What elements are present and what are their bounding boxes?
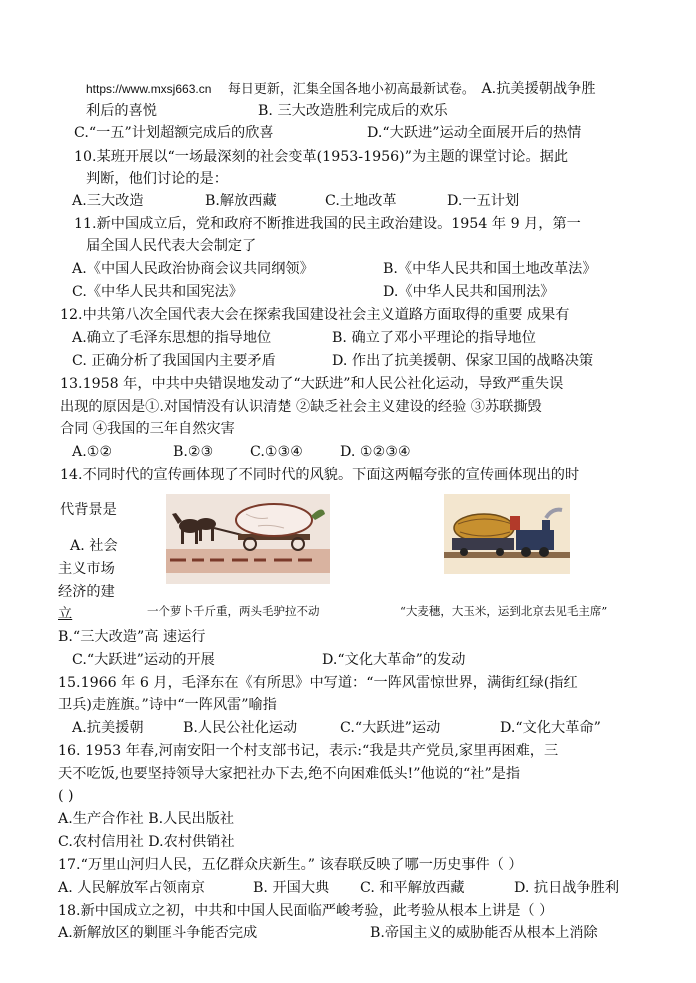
freight-car [452,538,514,550]
q15-option-d: D.“文化大革命” [500,720,601,736]
q10-option-b: B.解放西藏 [205,193,277,209]
poster-grain-train [444,494,570,574]
q17-option-d: D. 抗日战争胜利 [514,880,620,896]
q10-option-d: D.一五计划 [447,193,520,209]
q9-option-b: B. 三大改造胜利完成后的欢乐 [258,103,448,119]
q10-option-a: A.三大改造 [72,193,144,209]
q17-stem: 17.“万里山河归人民，五亿群众庆新生。” 该春联反映了哪一历史事件（ ） [58,857,523,873]
q9-option-d: D.“大跃进”运动全面展开后的热情 [367,125,582,141]
q14-option-d: D.“文化大革命”的发动 [322,652,466,668]
q9-option-a-line2: 利后的喜悦 [86,103,157,119]
q14-option-b: B.“三大改造”高 速运行 [58,629,206,645]
q16-options-cd: C.农村信用社 D.农村供销社 [58,834,235,850]
giant-radish [236,504,312,536]
q11-stem-2: 届全国人民代表大会制定了 [86,238,257,254]
q9-option-c: C.“一五”计划超额完成后的欣喜 [74,125,274,141]
q17-option-b: B. 开国大典 [253,880,330,896]
smokestack [542,520,550,532]
q16-options-ab: A.生产合作社 B.人民出版社 [58,811,235,827]
q14-option-c: C.“大跃进”运动的开展 [72,652,215,668]
q16-stem-1: 16. 1953 年春,河南安阳一个村支部书记，表示:“我是共产党员,家里再困难，三 [58,743,559,759]
q11-option-b: B.《中华人民共和国土地改革法》 [383,261,597,277]
source-url[interactable]: https://www.mxsj663.cn [86,82,212,96]
q11-option-c: C.《中华人民共和国宪法》 [72,284,243,300]
q14-option-a-line1: A. 社会 [70,538,118,554]
q12-option-d: D. 作出了抗美援朝、保家卫国的战略决策 [332,353,594,369]
q18-stem: 18.新中国成立之初，中共和中国人民面临严峻考验，此考验从根本上讲是（ ） [58,903,554,919]
q10-stem-2: 判断，他们讨论的是： [86,171,228,187]
q18-option-a: A.新解放区的剿匪斗争能否完成 [58,925,258,941]
q10-option-c: C.土地改革 [325,193,397,209]
q14-stem-1: 14.不同时代的宣传画体现了不同时代的风貌。下面这两幅夸张的宣传画体现出的时 [60,467,580,483]
header-line [86,78,596,101]
q15-option-a: A.抗美援朝 [72,720,144,736]
q13-stem-1: 13.1958 年，中共中央错误地发动了“大跃进”和人民公社化运动，导致严重失误 [60,376,564,392]
q12-stem: 12.中共第八次全国代表大会在探索我国建设社会主义道路方面取得的重要 成果有 [60,307,570,323]
q13-option-b: B.②③ [173,444,214,460]
q15-option-b: B.人民公社化运动 [183,720,298,736]
q11-option-d: D.《中华人民共和国刑法》 [383,284,555,300]
q12-option-b: B. 确立了邓小平理论的指导地位 [332,330,536,346]
red-flag [510,516,520,530]
q10-stem-1: 10.某班开展以“一场最深刻的社会变革(1953-1956)”为主题的课堂讨论。据此 [74,149,569,165]
q16-stem-3: ( ) [58,788,74,804]
source-note: 每日更新，汇集全国各地小初高最新试卷。 [227,82,475,97]
q14-option-a-line4: 立 [58,606,73,622]
q13-stem-3: 合同 ④我国的三年自然灾害 [60,421,235,437]
q14-option-a-line2: 主义市场 [58,561,115,577]
q12-option-a: A.确立了毛泽东思想的指导地位 [72,330,272,346]
q17-option-c: C. 和平解放西藏 [360,880,465,896]
locomotive [516,530,554,550]
poster-radish-cart [166,494,330,584]
q9-option-a-part: A.抗美援朝战争胜 [481,81,596,97]
q15-stem-2: 卫兵)走旌旗。”诗中“一阵风雷”喻指 [58,697,277,713]
q14-option-a-line3: 经济的建 [58,584,115,600]
q13-stem-2: 出现的原因是①.对国情没有认识清楚 ②缺乏社会主义建设的经验 ③苏联撕毁 [60,399,542,415]
q12-option-c: C. 正确分析了我国国内主要矛盾 [72,353,276,369]
q13-option-c: C.①③④ [250,444,304,460]
q11-stem-1: 11.新中国成立后，党和政府不断推进我国的民主政治建设。1954 年 9 月，第一 [74,216,581,232]
poster-left-caption: 一个萝卜千斤重，两头毛驴拉不动 [147,604,320,618]
q18-option-b: B.帝国主义的威胁能否从根本上消除 [370,925,598,941]
q13-option-a: A.①② [72,444,113,460]
giant-wheat-ear [454,514,514,542]
q17-option-a: A. 人民解放军占领南京 [58,880,205,896]
q15-stem-1: 15.1966 年 6 月，毛泽东在《有所思》中写道：“一阵风雷惊世界，满街红绿(指红 [58,675,578,691]
q14-stem-2: 代背景是 [60,502,117,518]
q16-stem-2: 天不吃饭,也要坚持领导大家把社办下去,绝不向困难低头!”他说的“社”是指 [58,766,521,782]
q15-option-c: C.“大跃进”运动 [340,720,441,736]
q13-option-d: D. ①②③④ [340,444,411,460]
q11-option-a: A.《中国人民政治协商会议共同纲领》 [72,261,314,277]
poster-right-caption: “大麦穗，大玉米，运到北京去见毛主席” [400,604,608,618]
